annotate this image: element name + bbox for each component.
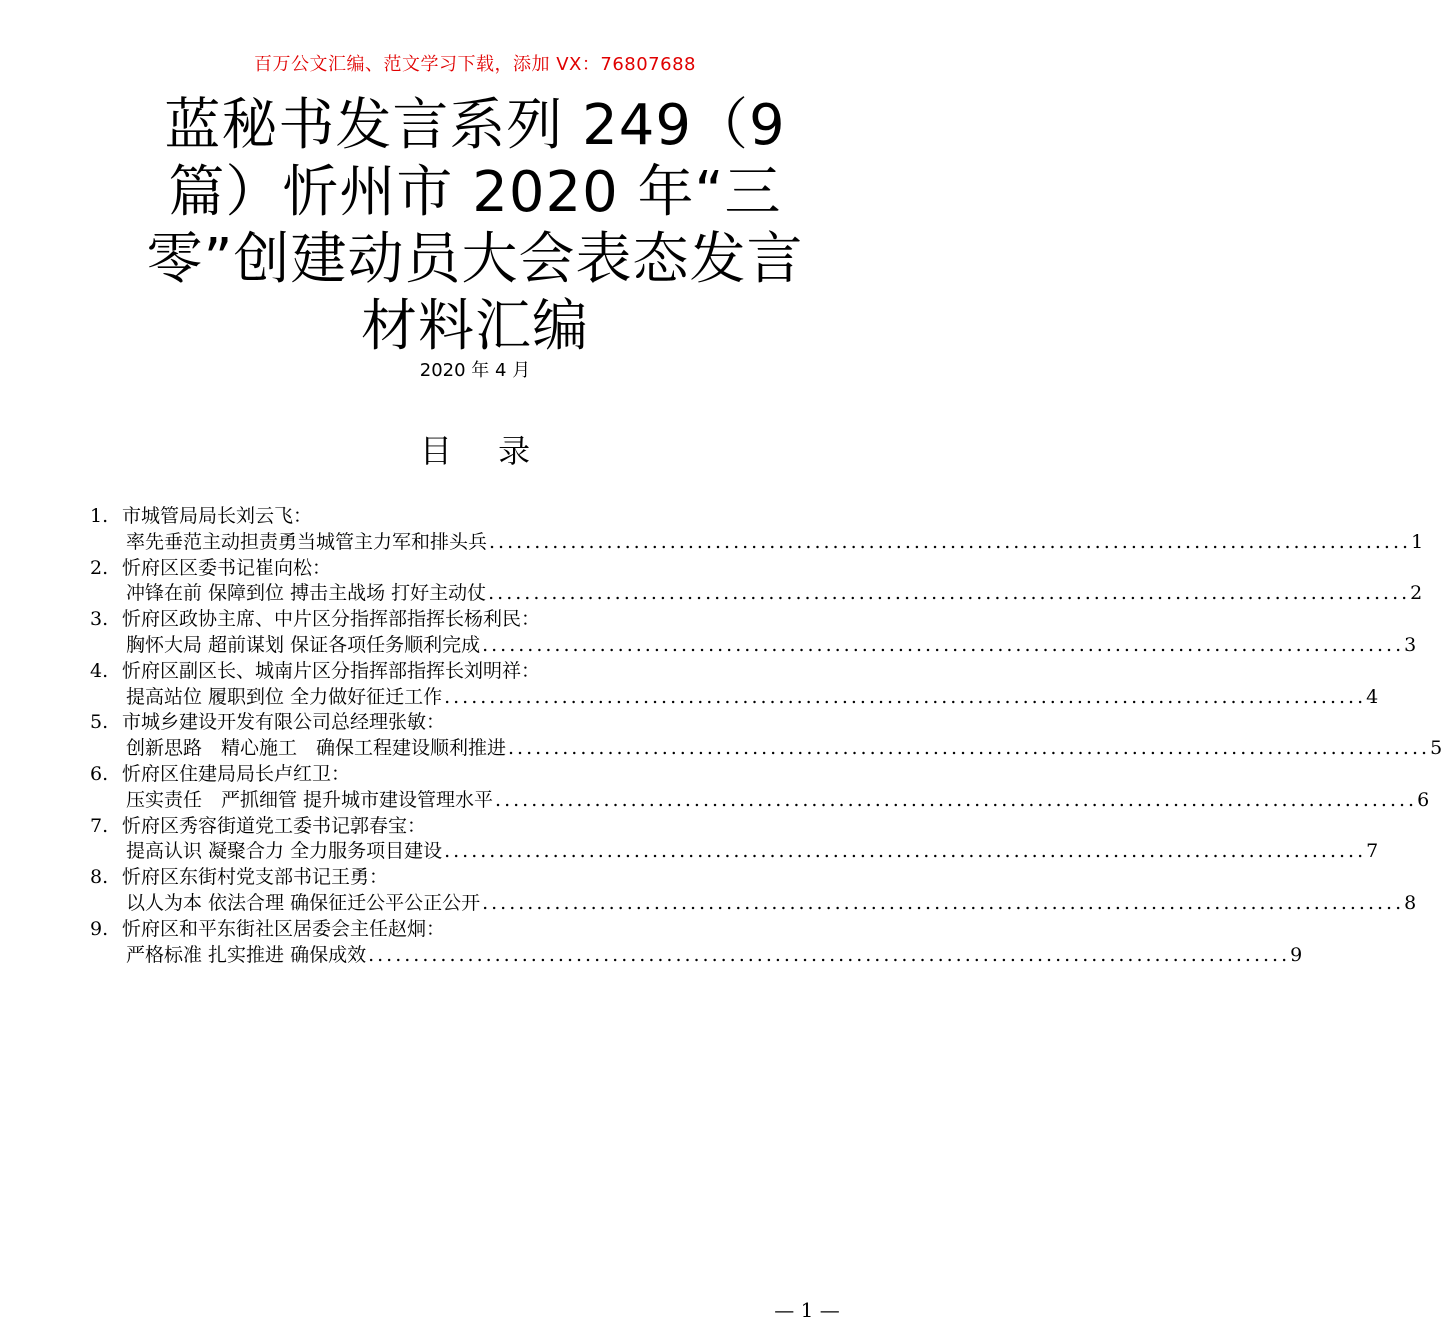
- toc-entry-subtitle: 以人为本 依法合理 确保征迁公平公正公开: [126, 891, 481, 914]
- toc-entry-number: 4.: [90, 659, 109, 682]
- document-title: 蓝秘书发言系列 249（9 篇）忻州市 2020 年“三零”创建动员大会表态发言材料汇编: [146, 93, 804, 359]
- toc-entry: [90, 710, 1442, 762]
- toc-leader-dots: ......................................................................................................: [489, 530, 1412, 553]
- toc-entry-subtitle: 提高站位 履职到位 全力做好征迁工作: [126, 685, 443, 708]
- toc-entry-page: 4: [1366, 685, 1379, 708]
- toc-entry-number: 9.: [90, 917, 109, 940]
- toc-entry-subtitle: 冲锋在前 保障到位 搏击主战场 打好主动仗: [126, 582, 487, 605]
- toc-entry-speaker: 忻府区住建局局长卢红卫：: [122, 762, 351, 785]
- toc-entry-page: 6: [1417, 788, 1430, 811]
- toc-entry-speaker: 忻府区和平东街社区居委会主任赵炯：: [122, 917, 446, 940]
- toc-entry: [90, 659, 1379, 711]
- toc-entry-page: 9: [1290, 943, 1303, 966]
- toc-leader-dots: ......................................................................................................: [488, 582, 1411, 605]
- toc-entry-speaker: 忻府区政协主席、中片区分指挥部指挥长杨利民：: [122, 608, 541, 631]
- toc-entry-number: 7.: [90, 814, 109, 837]
- toc-entry: [90, 917, 1303, 969]
- toc-entry-speaker: 忻府区秀容街道党工委书记郭春宝：: [122, 814, 427, 837]
- toc-entry-number: 1.: [90, 505, 109, 527]
- toc-entry-speaker: 市城管局局长刘云飞：: [122, 505, 313, 527]
- toc-leader-dots: ......................................................................................................: [482, 633, 1405, 656]
- toc-entry-page: 8: [1404, 891, 1417, 914]
- watermark-header: 百万公文汇编、范文学习下载，添加 VX：76807688: [254, 54, 696, 75]
- toc-entry-number: 2.: [90, 556, 109, 579]
- toc-entry-subtitle: 创新思路 精心施工 确保工程建设顺利推进: [126, 737, 507, 760]
- toc-entry-page: 2: [1410, 582, 1423, 605]
- toc-entry-speaker: 忻府区副区长、城南片区分指挥部指挥长刘明祥：: [122, 659, 541, 682]
- toc-entry-subtitle: 压实责任 严抓细管 提升城市建设管理水平: [126, 788, 494, 811]
- toc-entry: [90, 504, 1424, 556]
- toc-entry-subtitle: 严格标准 扎实推进 确保成效: [126, 943, 367, 966]
- page-number: — 1 —: [774, 1298, 840, 1322]
- toc-leader-dots: ......................................................................................................: [495, 788, 1418, 811]
- toc-leader-dots: ......................................................................................................: [368, 943, 1291, 966]
- toc-entry-subtitle: 率先垂范主动担责勇当城管主力军和排头兵: [126, 530, 488, 553]
- toc-leader-dots: ......................................................................................................: [482, 891, 1405, 914]
- toc-entry-speaker: 市城乡建设开发有限公司总经理张敏：: [122, 711, 446, 734]
- toc-entry-number: 5.: [90, 711, 109, 734]
- toc-entry-number: 6.: [90, 762, 109, 785]
- toc-leader-dots: ......................................................................................................: [444, 840, 1367, 863]
- toc-entry-number: 8.: [90, 866, 109, 889]
- toc-entry: [90, 865, 1417, 917]
- toc-heading: 目 录: [419, 432, 549, 470]
- table-of-contents: [90, 504, 1442, 968]
- toc-leader-dots: ......................................................................................................: [508, 737, 1431, 760]
- toc-entry: [90, 556, 1423, 608]
- toc-entry-page: 3: [1404, 633, 1417, 656]
- toc-entry-subtitle: 提高认识 凝聚合力 全力服务项目建设: [126, 840, 443, 863]
- toc-entry-page: 1: [1411, 530, 1424, 553]
- toc-entry-page: 7: [1366, 840, 1379, 863]
- toc-entry-number: 3.: [90, 608, 109, 631]
- toc-entry-speaker: 忻府区东街村党支部书记王勇：: [122, 866, 389, 889]
- toc-entry: [90, 762, 1430, 814]
- toc-entry-subtitle: 胸怀大局 超前谋划 保证各项任务顺利完成: [126, 633, 481, 656]
- toc-entry: [90, 814, 1379, 866]
- toc-leader-dots: ......................................................................................................: [444, 685, 1367, 708]
- toc-entry-speaker: 忻府区区委书记崔向松：: [122, 556, 332, 579]
- document-date: 2020 年 4 月: [419, 360, 531, 381]
- toc-entry: [90, 607, 1417, 659]
- toc-entry-page: 5: [1430, 737, 1442, 760]
